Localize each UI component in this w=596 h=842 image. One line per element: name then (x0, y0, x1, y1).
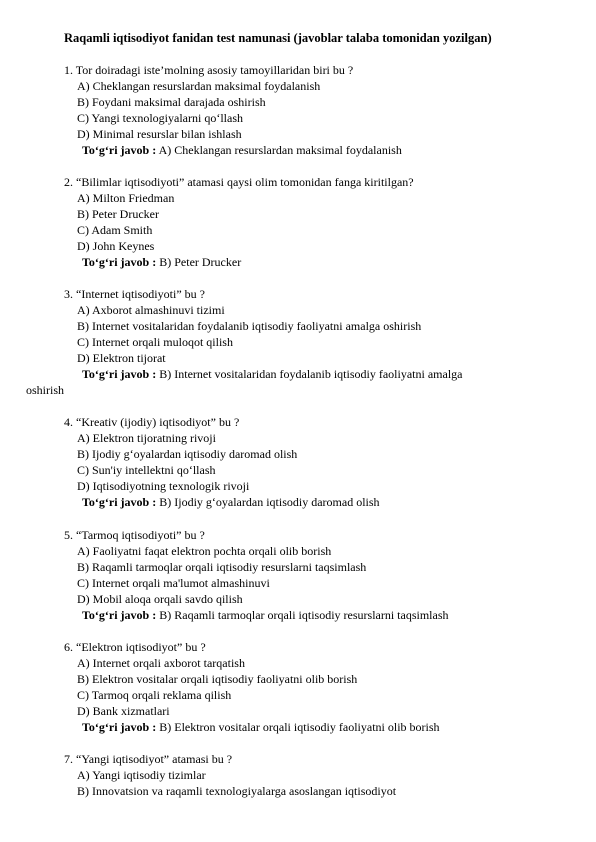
answer-text: B) Internet vositalaridan foydalanib iqtisodiy faoliyatni amalga (159, 367, 463, 381)
answer-label: To‘g‘ri javob : (82, 143, 157, 157)
answer-text: B) Raqamli tarmoqlar orqali iqtisodiy resurslarni taqsimlash (159, 608, 449, 622)
correct-answer (82, 142, 596, 158)
option-d: D) Iqtisodiyotning texnologik rivoji (77, 479, 250, 493)
question-5 (0, 527, 596, 623)
correct-answer (82, 254, 596, 270)
question-text: 1. Tor doiradagi iste’molning asosiy tamoyillaridan biri bu ? (64, 63, 354, 77)
question-4 (0, 414, 596, 510)
option-a: A) Cheklangan resurslardan maksimal foydalanish (77, 79, 321, 93)
answer-label: To‘g‘ri javob : (82, 720, 157, 734)
option-a: A) Faoliyatni faqat elektron pochta orqali olib borish (77, 544, 332, 558)
option-c: C) Sun'iy intellektni qo‘llash (77, 463, 216, 477)
answer-text-continuation: oshirish (26, 383, 65, 397)
question-text: 7. “Yangi iqtisodiyot” atamasi bu ? (64, 752, 233, 766)
answer-label: To‘g‘ri javob : (82, 608, 157, 622)
option-b: B) Innovatsion va raqamli texnologiyalarga asoslangan iqtisodiyot (77, 784, 397, 798)
option-b: B) Foydani maksimal darajada oshirish (77, 95, 266, 109)
option-c: C) Internet orqali ma'lumot almashinuvi (77, 576, 270, 590)
question-2 (0, 174, 596, 270)
option-b: B) Peter Drucker (77, 207, 159, 221)
question-3 (0, 286, 596, 398)
answer-text: B) Peter Drucker (159, 255, 242, 269)
option-b: B) Ijodiy g‘oyalardan iqtisodiy daromad olish (77, 447, 298, 461)
option-a: A) Axborot almashinuvi tizimi (77, 303, 225, 317)
answer-label: To‘g‘ri javob : (82, 255, 157, 269)
option-d: D) Elektron tijorat (77, 351, 166, 365)
option-c: C) Internet orqali muloqot qilish (77, 335, 233, 349)
answer-text: B) Ijodiy g‘oyalardan iqtisodiy daromad olish (159, 495, 380, 509)
correct-answer (82, 719, 596, 735)
option-c: C) Adam Smith (77, 223, 153, 237)
question-1 (0, 62, 596, 158)
answer-text: B) Elektron vositalar orqali iqtisodiy faoliyatni olib borish (159, 720, 440, 734)
question-text: 2. “Bilimlar iqtisodiyoti” atamasi qaysi olim tomonidan fanga kiritilgan? (64, 175, 414, 189)
correct-answer (26, 366, 532, 398)
question-text: 5. “Tarmoq iqtisodiyoti” bu ? (64, 528, 205, 542)
option-b: B) Elektron vositalar orqali iqtisodiy faoliyatni olib borish (77, 672, 358, 686)
answer-text: A) Cheklangan resurslardan maksimal foydalanish (158, 143, 402, 157)
question-text: 4. “Kreativ (ijodiy) iqtisodiyot” bu ? (64, 415, 240, 429)
question-7 (0, 751, 596, 799)
option-d: D) Minimal resurslar bilan ishlash (77, 127, 242, 141)
option-d: D) Bank xizmatlari (77, 704, 170, 718)
option-a: A) Milton Friedman (77, 191, 175, 205)
answer-label: To‘g‘ri javob : (82, 495, 157, 509)
option-a: A) Elektron tijoratning rivoji (77, 431, 216, 445)
question-text: 3. “Internet iqtisodiyoti” bu ? (64, 287, 205, 301)
question-6 (0, 639, 596, 735)
option-a: A) Yangi iqtisodiy tizimlar (77, 768, 206, 782)
option-b: B) Raqamli tarmoqlar orqali iqtisodiy resurslarni taqsimlash (77, 560, 367, 574)
option-b: B) Internet vositalaridan foydalanib iqtisodiy faoliyatni amalga oshirish (77, 319, 422, 333)
option-c: C) Yangi texnologiyalarni qo‘llash (77, 111, 243, 125)
option-a: A) Internet orqali axborot tarqatish (77, 656, 245, 670)
option-d: D) John Keynes (77, 239, 155, 253)
option-c: C) Tarmoq orqali reklama qilish (77, 688, 232, 702)
answer-label: To‘g‘ri javob : (82, 367, 157, 381)
page-title: Raqamli iqtisodiyot fanidan test namunasi (javoblar talaba tomonidan yozilgan) (64, 31, 492, 45)
correct-answer (82, 494, 596, 510)
correct-answer (82, 607, 596, 623)
question-text: 6. “Elektron iqtisodiyot” bu ? (64, 640, 206, 654)
option-d: D) Mobil aloqa orqali savdo qilish (77, 592, 243, 606)
